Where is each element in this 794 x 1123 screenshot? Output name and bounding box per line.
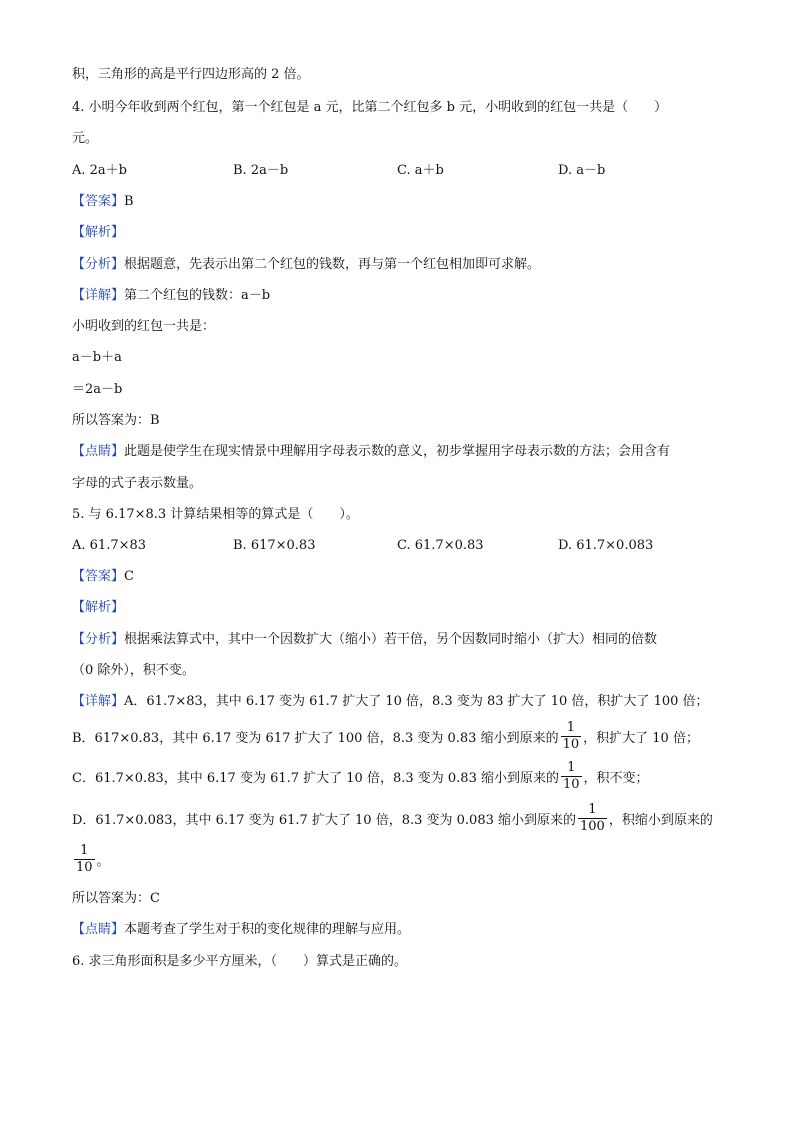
q5-answer-value: C [124, 569, 134, 584]
q4-dianjing-line [72, 443, 670, 461]
q5-line-d2 [72, 843, 110, 876]
q4-answer-line [72, 193, 134, 211]
q5-fenxi-text: 根据乘法算式中，其中一个因数扩大（缩小）若干倍，另个因数同时缩小（扩大）相同的倍数 [124, 632, 658, 647]
q4-dianjing-text: 此题是使学生在现实情景中理解用字母表示数的意义，初步掌握用字母表示数的方法；会用含有 [124, 444, 671, 459]
fenxi-tag: 【分析】 [72, 632, 125, 647]
text-line: a－b＋a [72, 350, 122, 365]
fraction-one-tenth [561, 760, 582, 793]
xiangjie-tag: 【详解】 [72, 694, 125, 709]
q5-xiangjie-text: A．61.7×83，其中 6.17 变为 61.7 扩大了 10 倍，8.3 变为 83 扩大了 10 倍，积扩大了 100 倍； [124, 694, 709, 709]
q4-option-c: C. a＋b [397, 163, 444, 178]
xiangjie-tag: 【详解】 [72, 288, 125, 303]
q4-option-a: A. 2a＋b [72, 163, 127, 178]
q5-option-b: B. 617×0.83 [233, 538, 316, 553]
q5-line-d [72, 802, 713, 835]
question-6-stem: 6. 求三角形面积是多少平方厘米，（ ）算式是正确的。 [72, 954, 408, 969]
q5-dianjing-line [72, 921, 410, 939]
q5-fenxi-line [72, 631, 657, 649]
text-line: （0 除外），积不变。 [72, 663, 195, 678]
fenxi-tag: 【分析】 [72, 257, 125, 272]
dianjing-tag: 【点睛】 [72, 922, 125, 937]
text-line: 所以答案为：B [72, 413, 160, 428]
fraction-one-tenth [74, 843, 95, 876]
q5-xiangjie-line [72, 693, 709, 711]
q5-answer-line [72, 568, 134, 586]
q4-fenxi-text: 根据题意，先表示出第二个红包的钱数，再与第一个红包相加即可求解。 [124, 257, 541, 272]
question-4-stem-cont: 元。 [72, 131, 99, 146]
q4-jiexi-line [72, 224, 124, 242]
q5-jiexi-line [72, 599, 124, 617]
fraction-one-hundredth [578, 802, 607, 835]
q5-d-text-end: ，积缩小到原来的 [608, 813, 713, 828]
fraction-numerator: 1 [561, 720, 582, 737]
q5-d-text: D．61.7×0.083，其中 6.17 变为 61.7 扩大了 10 倍，8.3 变为 0.083 缩小到原来的 [72, 813, 576, 828]
q5-d2-text: 。 [96, 854, 110, 869]
jiexi-tag: 【解析】 [72, 225, 125, 240]
fraction-denominator: 10 [76, 860, 93, 875]
fraction-denominator: 100 [580, 819, 605, 834]
text-line: 小明收到的红包一共是： [72, 319, 216, 334]
q4-answer-value: B [124, 194, 134, 209]
q4-xiangjie-line [72, 287, 270, 305]
q4-fenxi-line [72, 256, 540, 274]
answer-tag: 【答案】 [72, 194, 125, 209]
text-line: 所以答案为：C [72, 891, 160, 906]
q5-b-text-end: ，积扩大了 10 倍； [583, 731, 699, 746]
q5-option-a: A. 61.7×83 [72, 538, 147, 553]
fraction-numerator: 1 [74, 843, 95, 860]
text-line: ＝2a－b [72, 382, 123, 397]
q5-line-b [72, 720, 699, 753]
fraction-numerator: 1 [578, 802, 607, 819]
question-5-stem: 5. 与 6.17×8.3 计算结果相等的算式是（ ）。 [72, 507, 359, 522]
q5-option-c: C. 61.7×0.83 [397, 538, 484, 553]
q5-c-text: C．61.7×0.83，其中 6.17 变为 61.7 扩大了 10 倍，8.3 变为 0.83 缩小到原来的 [72, 771, 559, 786]
q4-option-d: D. a－b [558, 163, 606, 178]
dianjing-tag: 【点睛】 [72, 444, 125, 459]
q5-c-text-end: ，积不变； [583, 771, 649, 786]
q5-option-d: D. 61.7×0.083 [558, 538, 654, 553]
text-line: 积，三角形的高是平行四边形高的 2 倍。 [72, 67, 310, 82]
fraction-denominator: 10 [562, 737, 580, 752]
q4-option-b: B. 2a－b [233, 163, 289, 178]
q5-dianjing-text: 本题考查了学生对于积的变化规律的理解与应用。 [124, 922, 411, 937]
fraction-numerator: 1 [561, 760, 582, 777]
text-line: 字母的式子表示数量。 [72, 476, 203, 491]
jiexi-tag: 【解析】 [72, 600, 125, 615]
q5-line-c [72, 760, 649, 793]
q4-xiangjie-text: 第二个红包的钱数：a－b [124, 288, 271, 303]
question-4-stem: 4. 小明今年收到两个红包，第一个红包是 a 元，比第二个红包多 b 元，小明收到的红包一共是（ ） [72, 100, 668, 115]
q5-b-text: B．617×0.83，其中 6.17 变为 617 扩大了 100 倍，8.3 变为 0.83 缩小到原来的 [72, 731, 559, 746]
fraction-denominator: 10 [562, 777, 580, 792]
fraction-one-tenth [561, 720, 582, 753]
answer-tag: 【答案】 [72, 569, 125, 584]
